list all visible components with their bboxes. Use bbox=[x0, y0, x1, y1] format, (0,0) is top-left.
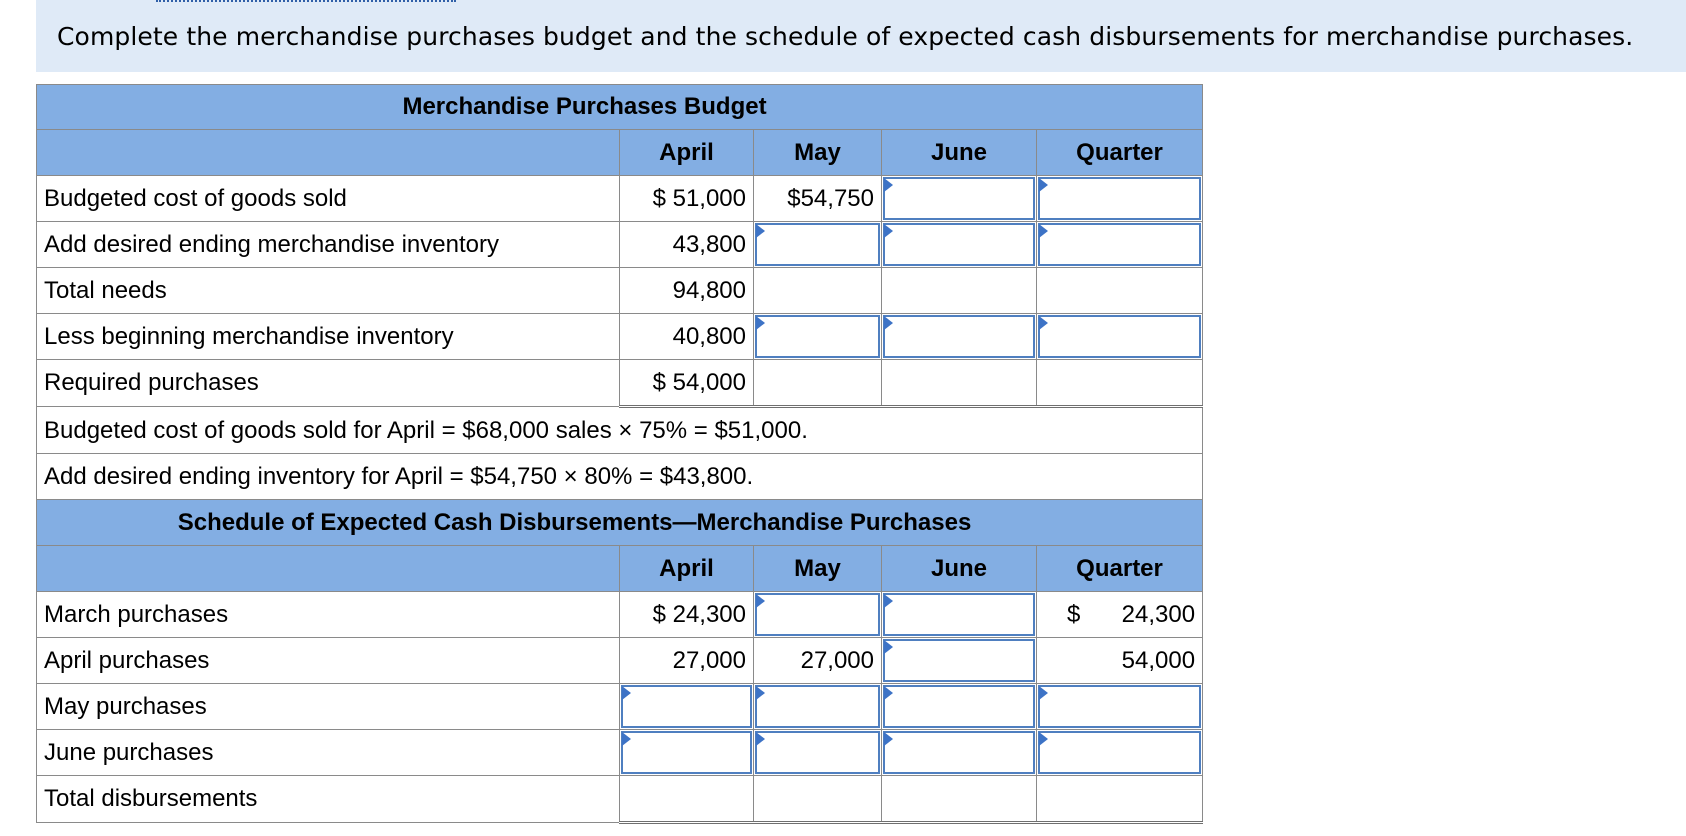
may-april-input[interactable] bbox=[620, 684, 754, 730]
budget-row-ending-inventory bbox=[37, 222, 1203, 268]
march-june-input[interactable] bbox=[882, 592, 1037, 638]
row-label: Add desired ending merchandise inventory bbox=[37, 222, 620, 268]
total-may-cell bbox=[754, 776, 882, 823]
budget-row-cogs bbox=[37, 176, 1203, 222]
input-box[interactable] bbox=[1038, 223, 1201, 266]
budget-row-total-needs bbox=[37, 268, 1203, 314]
schedule-row-april bbox=[37, 638, 1203, 684]
input-box[interactable] bbox=[883, 731, 1035, 774]
budget-col-april: April bbox=[620, 130, 754, 176]
input-box[interactable] bbox=[1038, 315, 1201, 358]
march-quarter-value bbox=[1037, 592, 1203, 638]
instruction-banner bbox=[36, 0, 1686, 72]
cogs-april-value: $ 51,000 bbox=[620, 176, 754, 222]
april-april-value: 27,000 bbox=[620, 638, 754, 684]
schedule-title: Schedule of Expected Cash Disbursements—Merchandise Purchases bbox=[37, 500, 1203, 546]
row-label: Total disbursements bbox=[37, 776, 620, 823]
may-may-input[interactable] bbox=[754, 684, 882, 730]
beginning-inv-april-value: 40,800 bbox=[620, 314, 754, 360]
april-may-value: 27,000 bbox=[754, 638, 882, 684]
total-needs-quarter-cell bbox=[1037, 268, 1203, 314]
cogs-june-input[interactable] bbox=[882, 176, 1037, 222]
required-purchases-april-value: $ 54,000 bbox=[620, 360, 754, 407]
ending-inv-may-input[interactable] bbox=[754, 222, 882, 268]
input-box[interactable] bbox=[883, 177, 1035, 220]
march-april-value: $ 24,300 bbox=[620, 592, 754, 638]
may-june-input[interactable] bbox=[882, 684, 1037, 730]
total-june-cell bbox=[882, 776, 1037, 823]
april-june-input[interactable] bbox=[882, 638, 1037, 684]
input-box[interactable] bbox=[755, 593, 880, 636]
input-box[interactable] bbox=[883, 223, 1035, 266]
dollar-sign: $ bbox=[1067, 600, 1081, 628]
schedule-row-june bbox=[37, 730, 1203, 776]
row-label: Budgeted cost of goods sold bbox=[37, 176, 620, 222]
required-purchases-june-cell bbox=[882, 360, 1037, 407]
may-quarter-input[interactable] bbox=[1037, 684, 1203, 730]
budget-col-june: June bbox=[882, 130, 1037, 176]
june-april-input[interactable] bbox=[620, 730, 754, 776]
cogs-may-value: $54,750 bbox=[754, 176, 882, 222]
schedule-col-june: June bbox=[882, 546, 1037, 592]
dotted-divider bbox=[156, 0, 456, 2]
instruction-text: Complete the merchandise purchases budget and the schedule of expected cash disbursements for merchandise purchases. bbox=[57, 22, 1634, 51]
march-quarter-amount: 24,300 bbox=[1121, 600, 1196, 628]
input-box[interactable] bbox=[1038, 685, 1201, 728]
row-label: June purchases bbox=[37, 730, 620, 776]
budget-col-quarter: Quarter bbox=[1037, 130, 1203, 176]
budget-header-blank bbox=[37, 130, 620, 176]
total-needs-april-value: 94,800 bbox=[620, 268, 754, 314]
budget-row-required-purchases bbox=[37, 360, 1203, 407]
row-label: March purchases bbox=[37, 592, 620, 638]
input-box[interactable] bbox=[883, 639, 1035, 682]
input-box[interactable] bbox=[1038, 731, 1201, 774]
input-box[interactable] bbox=[883, 315, 1035, 358]
ending-inv-june-input[interactable] bbox=[882, 222, 1037, 268]
beginning-inv-may-input[interactable] bbox=[754, 314, 882, 360]
schedule-row-march bbox=[37, 592, 1203, 638]
beginning-inv-quarter-input[interactable] bbox=[1037, 314, 1203, 360]
input-box[interactable] bbox=[755, 685, 880, 728]
input-box[interactable] bbox=[883, 685, 1035, 728]
june-quarter-input[interactable] bbox=[1037, 730, 1203, 776]
input-box[interactable] bbox=[755, 315, 880, 358]
required-purchases-may-cell bbox=[754, 360, 882, 407]
row-label: Total needs bbox=[37, 268, 620, 314]
ending-inv-quarter-input[interactable] bbox=[1037, 222, 1203, 268]
schedule-row-may bbox=[37, 684, 1203, 730]
row-label: April purchases bbox=[37, 638, 620, 684]
june-june-input[interactable] bbox=[882, 730, 1037, 776]
worksheet-table bbox=[36, 84, 1203, 824]
note-ending-inventory: Add desired ending inventory for April = $54,750 × 80% = $43,800. bbox=[37, 454, 1203, 500]
schedule-col-quarter: Quarter bbox=[1037, 546, 1203, 592]
total-needs-june-cell bbox=[882, 268, 1037, 314]
input-box[interactable] bbox=[755, 223, 880, 266]
row-label: Less beginning merchandise inventory bbox=[37, 314, 620, 360]
input-box[interactable] bbox=[621, 731, 752, 774]
input-box[interactable] bbox=[1038, 177, 1201, 220]
row-label: May purchases bbox=[37, 684, 620, 730]
cogs-quarter-input[interactable] bbox=[1037, 176, 1203, 222]
total-needs-may-cell bbox=[754, 268, 882, 314]
schedule-col-may: May bbox=[754, 546, 882, 592]
note-cogs: Budgeted cost of goods sold for April = $68,000 sales × 75% = $51,000. bbox=[37, 407, 1203, 454]
schedule-row-total bbox=[37, 776, 1203, 823]
input-box[interactable] bbox=[755, 731, 880, 774]
budget-col-may: May bbox=[754, 130, 882, 176]
june-may-input[interactable] bbox=[754, 730, 882, 776]
ending-inv-april-value: 43,800 bbox=[620, 222, 754, 268]
budget-title: Merchandise Purchases Budget bbox=[37, 85, 1203, 130]
schedule-header-blank bbox=[37, 546, 620, 592]
input-box[interactable] bbox=[621, 685, 752, 728]
beginning-inv-june-input[interactable] bbox=[882, 314, 1037, 360]
april-quarter-value: 54,000 bbox=[1037, 638, 1203, 684]
required-purchases-quarter-cell bbox=[1037, 360, 1203, 407]
row-label: Required purchases bbox=[37, 360, 620, 407]
total-april-cell bbox=[620, 776, 754, 823]
march-may-input[interactable] bbox=[754, 592, 882, 638]
input-box[interactable] bbox=[883, 593, 1035, 636]
total-quarter-cell bbox=[1037, 776, 1203, 823]
budget-row-beginning-inventory bbox=[37, 314, 1203, 360]
schedule-col-april: April bbox=[620, 546, 754, 592]
